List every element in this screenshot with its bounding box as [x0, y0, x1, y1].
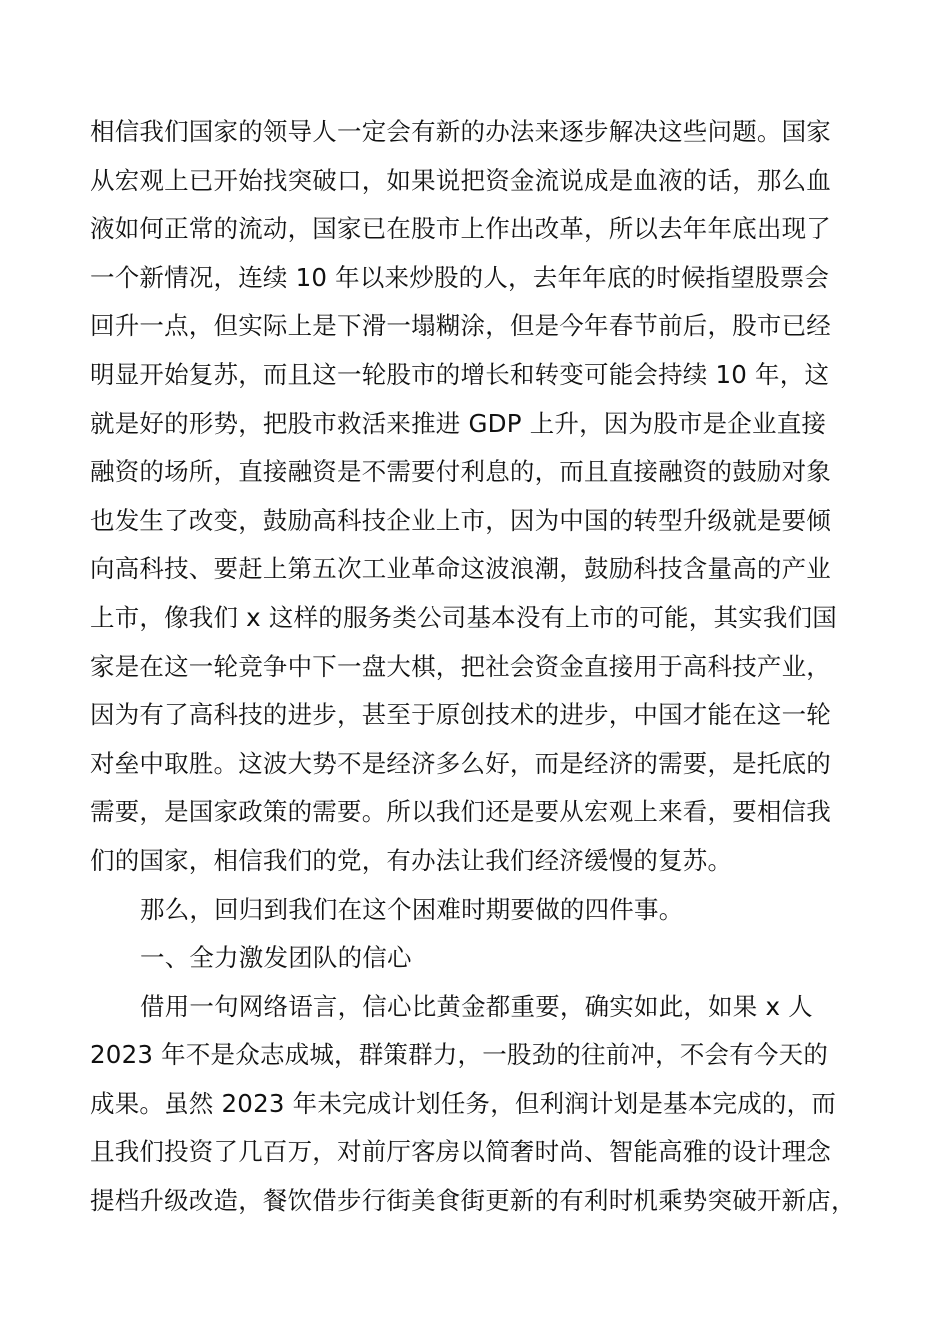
text-line: 需要，是国家政策的需要。所以我们还是要从宏观上来看，要相信我 — [90, 797, 831, 827]
text-line: 对垒中取胜。这波大势不是经济多么好，而是经济的需要，是托底的 — [90, 748, 831, 778]
text-line: 成果。虽然 2023 年未完成计划任务，但利润计划是基本完成的，而 — [90, 1088, 837, 1118]
text-line: 家是在这一轮竞争中下一盘大棋，把社会资金直接用于高科技产业， — [90, 651, 831, 681]
body-text — [90, 108, 860, 1226]
paragraph-start-line: 那么，回归到我们在这个困难时期要做的四件事。 — [140, 894, 684, 924]
text-line: 就是好的形势，把股市救活来推进 GDP 上升，因为股市是企业直接 — [90, 408, 827, 438]
section-heading: 一、全力激发团队的信心 — [140, 943, 412, 973]
text-line: 一个新情况，连续 10 年以来炒股的人，去年年底的时候指望股票会 — [90, 262, 830, 292]
text-line: 们的国家，相信我们的党，有办法让我们经济缓慢的复苏。 — [90, 845, 733, 875]
text-line: 2023 年不是众志成城，群策群力，一股劲的往前冲，不会有今天的 — [90, 1040, 829, 1070]
text-line: 向高科技、要赶上第五次工业革命这波浪潮，鼓励科技含量高的产业 — [90, 554, 831, 584]
text-line: 融资的场所，直接融资是不需要付利息的，而且直接融资的鼓励对象 — [90, 457, 831, 487]
text-line: 回升一点，但实际上是下滑一塌糊涂，但是今年春节前后，股市已经 — [90, 311, 831, 341]
text-line: 且我们投资了几百万，对前厅客房以简奢时尚、智能高雅的设计理念 — [90, 1137, 831, 1167]
text-line: 因为有了高科技的进步，甚至于原创技术的进步，中国才能在这一轮 — [90, 700, 831, 730]
text-line: 提档升级改造，餐饮借步行街美食街更新的有利时机乘势突破开新店， — [90, 1186, 856, 1216]
paragraph-start-line: 借用一句网络语言，信心比黄金都重要，确实如此，如果 x 人 — [140, 991, 813, 1021]
text-line: 也发生了改变，鼓励高科技企业上市，因为中国的转型升级就是要倾 — [90, 505, 831, 535]
text-line: 从宏观上已开始找突破口，如果说把资金流说成是血液的话，那么血 — [90, 165, 831, 195]
text-line: 上市，像我们 x 这样的服务类公司基本没有上市的可能，其实我们国 — [90, 602, 837, 632]
text-line: 明显开始复苏，而且这一轮股市的增长和转变可能会持续 10 年，这 — [90, 359, 830, 389]
text-line: 液如何正常的流动，国家已在股市上作出改革，所以去年年底出现了 — [90, 214, 831, 244]
text-line: 相信我们国家的领导人一定会有新的办法来逐步解决这些问题。国家 — [90, 117, 831, 146]
